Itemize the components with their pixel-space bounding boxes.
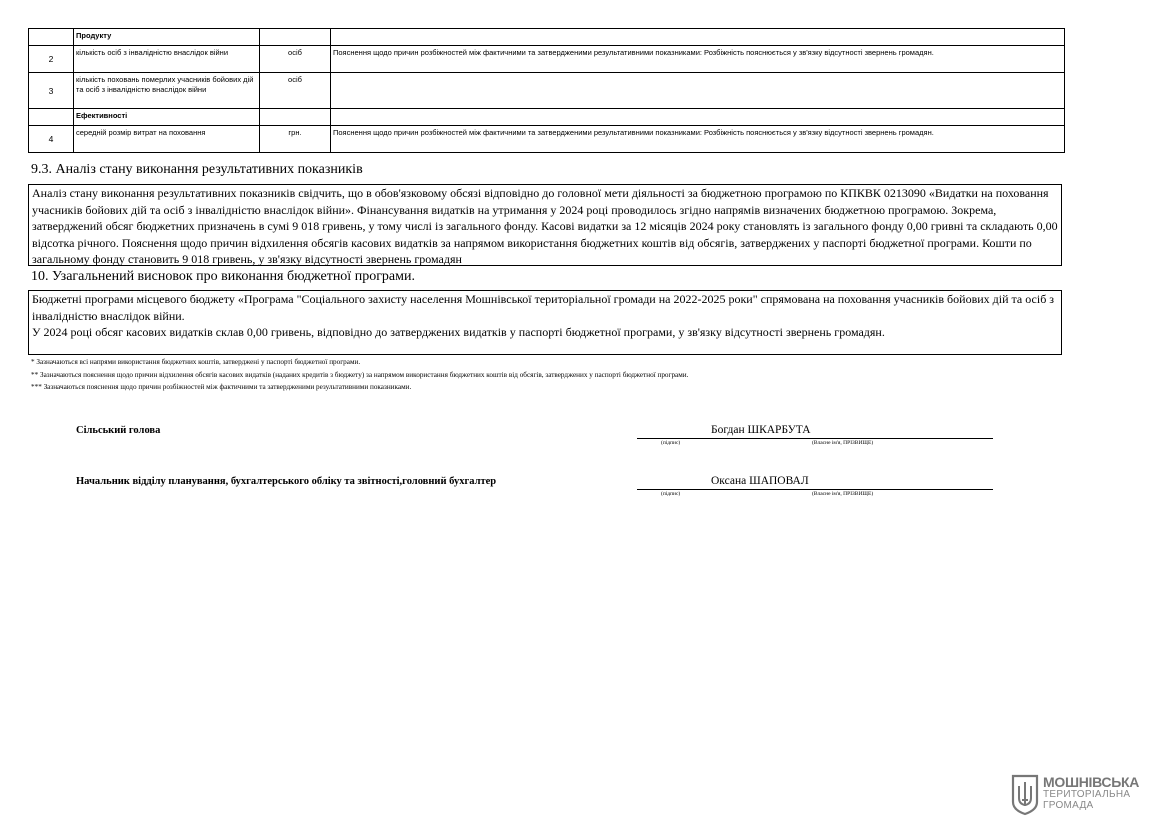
indicator-note: Пояснення щодо причин розбіжностей між фактичними та затвердженими результативними показниками: Розбіжність пояснюється у зв'язку відсутності звернень громадян. — [331, 126, 1065, 153]
group-label-efficiency: Ефективності — [74, 109, 260, 126]
indicator-unit: осіб — [260, 73, 331, 109]
indicator-name: кількість осіб з інвалідністю внаслідок війни — [74, 46, 260, 73]
footnote: ** Зазначаються пояснення щодо причин відхилення обсягів касових видатків (наданих кредитів з бюджету) за напрямом використання бюджетних коштів від обсягів, затверджених у паспорті бюджетної програми. — [31, 370, 689, 379]
footnote: *** Зазначаються пояснення щодо причин розбіжностей між фактичними та затвердженими результативними показниками. — [31, 383, 412, 391]
indicator-name: кількість поховань померлих учасників бойових дій та осіб з інвалідністю внаслідок війни — [74, 73, 260, 109]
logo-line-2: ТЕРИТОРІАЛЬНА ГРОМАДА — [1043, 789, 1131, 811]
indicator-note: Пояснення щодо причин розбіжностей між фактичними та затвердженими результативними показниками: Розбіжність пояснюється у зв'язку відсутності звернень громадян. — [331, 46, 1065, 73]
signatory-name-head: Богдан ШКАРБУТА — [711, 424, 811, 436]
footnotes — [31, 356, 688, 394]
table-group-row — [29, 29, 1065, 46]
indicator-unit: грн. — [260, 126, 331, 153]
section-10-text-box — [28, 290, 1062, 355]
logo-line-1: МОШНІВСЬКА — [1043, 774, 1140, 790]
footnote: * Зазначаються всі напрями використання бюджетних коштів, затверджені у паспорті бюджетної програми. — [31, 358, 361, 366]
table-row — [29, 46, 1065, 73]
name-caption: (Власне ім'я, ПРІЗВИЩЕ) — [812, 440, 874, 446]
table-group-row — [29, 109, 1065, 126]
indicator-unit: осіб — [260, 46, 331, 73]
table-row — [29, 73, 1065, 109]
indicators-table — [28, 28, 1065, 153]
section-10-paragraph-2: У 2024 році обсяг касових видатків склав 0,00 гривень, відповідно до затверджених видатків у паспорті бюджетної програми, у зв'язку відсутності звернень громадян. — [32, 325, 885, 339]
section-9-3-text: Аналіз стану виконання результативних показників свідчить, що в обов'язковому обсязі відповідно до головної мети діяльності за бюджетною програмою по КПКВК 0213090 «Видатки на поховання учасників бойових дій та осіб з інвалідністю внаслідок війни». Фінансування видатків на утримання у 2024 році проводилось згідно напрямів визначених бюджетною програмою. Зокрема, затверджений обсяг бюджетних призначень в сумі 9 018 гривень, у тому числі із загального фонду. Касові видатки за 12 місяців 2024 року становлять із загального фонду 0,00 гривні та складають 0,00 відсотка річного. Пояснення щодо причин відхилення обсягів касових видатків за напрямом використання бюджетних коштів від обсягів, затверджених у паспорті бюджетної програми. Кошти по загальному фонду становить 9 018 гривень, у зв'язку відсутності звернень громадян — [32, 186, 1058, 266]
signatory-title-accountant: Начальник відділу планування, бухгалтерського обліку та звітності,головний бухгалтер — [76, 476, 497, 487]
section-10-heading: 10. Узагальнений висновок про виконання бюджетної програми. — [31, 269, 415, 284]
name-caption: (Власне ім'я, ПРІЗВИЩЕ) — [812, 491, 874, 497]
signature-line — [637, 489, 993, 490]
signatory-title-head: Сільський голова — [76, 425, 161, 436]
group-label-product: Продукту — [74, 29, 260, 46]
section-9-3-text-box — [28, 184, 1062, 266]
table-row — [29, 126, 1065, 153]
signature-line — [637, 438, 993, 439]
signature-caption: (підпис) — [661, 440, 681, 446]
row-number: 4 — [29, 126, 74, 153]
community-logo — [1010, 774, 1150, 816]
signature-caption: (підпис) — [661, 491, 681, 497]
row-number: 3 — [29, 73, 74, 109]
signatory-name-accountant: Оксана ШАПОВАЛ — [711, 475, 809, 487]
indicator-note — [331, 73, 1065, 109]
trident-icon — [1010, 774, 1040, 816]
row-number: 2 — [29, 46, 74, 73]
indicator-name: середній розмір витрат на поховання — [74, 126, 260, 153]
section-10-paragraph-1: Бюджетні програми місцевого бюджету «Програма "Соціального захисту населення Мошнівської територіальної громади на 2022-2025 роки" спрямована на поховання учасників бойових дій та осіб з інвалідністю внаслідок війни. — [32, 292, 1055, 323]
section-9-3-heading: 9.3. Аналіз стану виконання результативних показників — [31, 162, 363, 177]
